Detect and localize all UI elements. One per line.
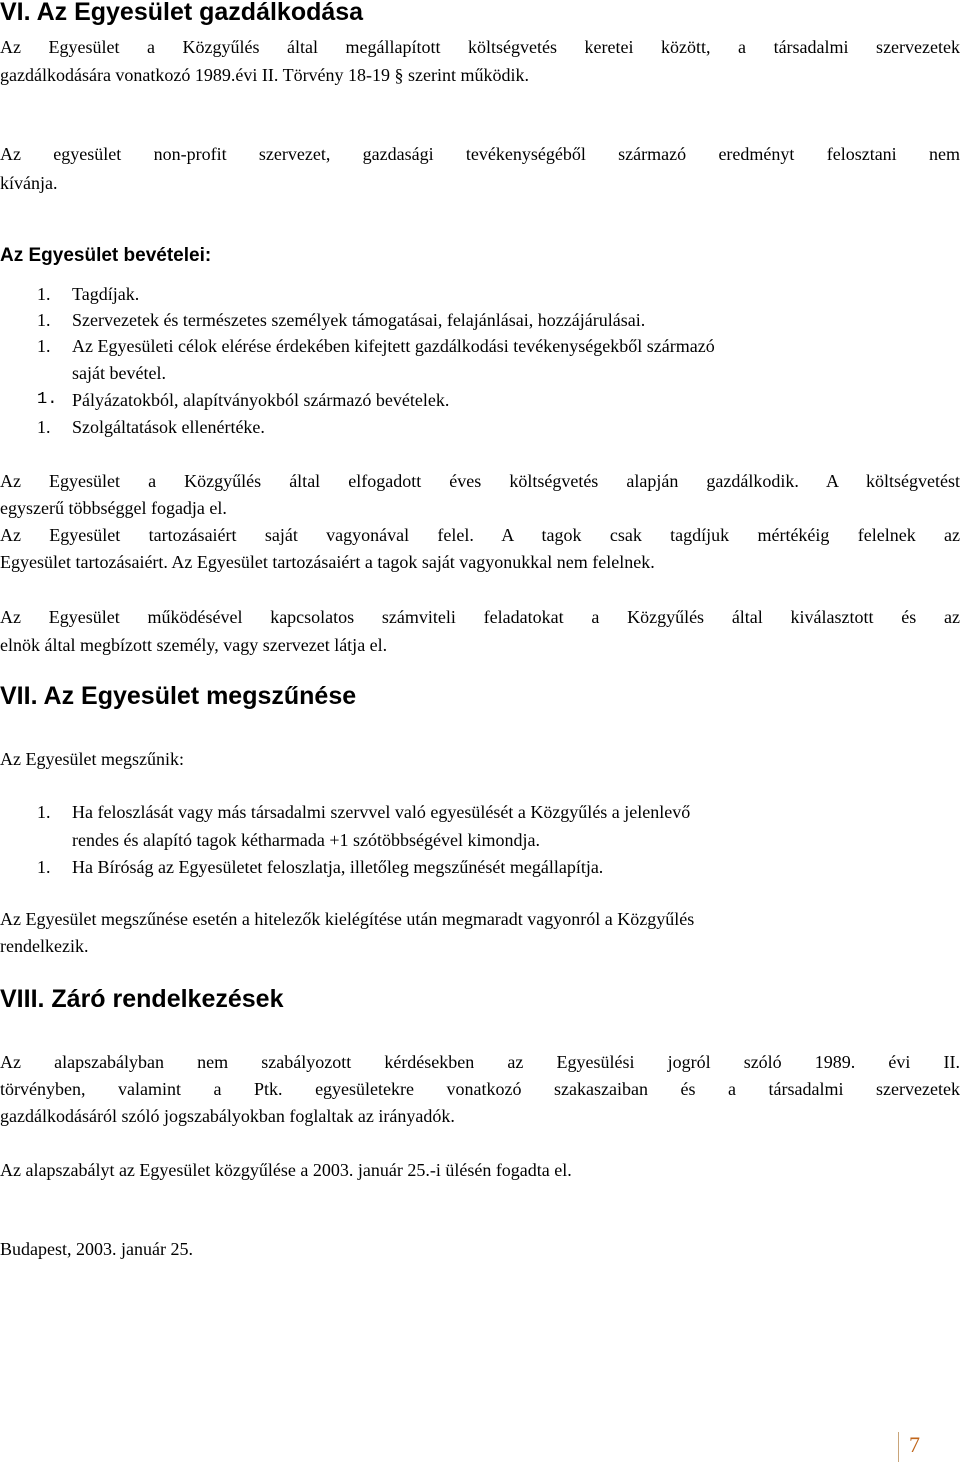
termination-item [37,853,937,881]
page-number-box [898,1432,960,1462]
list-item-text: Tagdíjak. [72,284,140,304]
section-6-para-2-line-1: Az egyesület non-profit szervezet, gazdasági tevékenységéből származó eredményt felosztani nem [0,144,960,164]
section-6-para-4-line-1: Az Egyesület tartozásaiért saját vagyonával felel. A tagok csak tagdíjuk mértékéig felelnek az [0,525,960,545]
section-6-para-5-line-2: elnök által megbízott személy, vagy szervezet látja el. [0,635,388,655]
place-date: Budapest, 2003. január 25. [0,1239,193,1259]
section-6-para-2-line-2: kívánja. [0,173,58,193]
page-number: 7 [909,1432,920,1457]
list-number: 1. [37,284,51,304]
section-6-para-1-line-1: Az Egyesület a Közgyűlés által megállapított költségvetés keretei között, a társadalmi szervezetek [0,37,960,57]
income-item-continuation [37,359,937,387]
section-6-para-3-line-1: Az Egyesület a Közgyűlés által elfogadott éves költségvetés alapján gazdálkodik. A költségvetést [0,471,960,491]
list-item-text: Szolgáltatások ellenértéke. [72,417,265,437]
income-item [37,413,937,441]
section-6-para-1-line-2: gazdálkodására vonatkozó 1989.évi II. Törvény 18-19 § szerint működik. [0,65,530,85]
section-7-para-line-2: rendelkezik. [0,936,89,956]
income-item [37,280,937,308]
termination-item [37,798,937,826]
list-number: 1. [37,336,51,356]
section-7-intro: Az Egyesület megszűnik: [0,749,184,769]
section-6-heading: VI. Az Egyesület gazdálkodása [0,0,364,26]
section-8-heading: VIII. Záró rendelkezések [0,985,284,1013]
income-item [37,306,937,334]
list-item-text: Ha Bíróság az Egyesületet feloszlatja, illetőleg megszűnését megállapítja. [72,857,604,877]
section-8-para-1-line-1: Az alapszabályban nem szabályozott kérdésekben az Egyesülési jogról szóló 1989. évi II. [0,1052,960,1072]
income-item [37,332,937,360]
section-7-heading: VII. Az Egyesület megszűnése [0,682,357,710]
list-item-text: Ha feloszlását vagy más társadalmi szervvel való egyesülését a Közgyűlés a jelenlevő [72,802,691,822]
section-6-para-4-line-2: Egyesület tartozásaiért. Az Egyesület tartozásaiért a tagok saját vagyonukkal nem felelnek. [0,552,655,572]
list-number: 1. [37,857,51,877]
termination-item-continuation [37,826,937,854]
list-number: 1. [37,310,51,330]
list-number: 1. [37,802,51,822]
list-number: 1. [37,390,58,409]
income-heading: Az Egyesület bevételei: [0,245,212,266]
list-item-text: Pályázatokból, alapítványokból származó bevételek. [72,390,450,410]
list-item-text: Szervezetek és természetes személyek támogatásai, felajánlásai, hozzájárulásai. [72,310,646,330]
list-item-text: Az Egyesületi célok elérése érdekében kifejtett gazdálkodási tevékenységekből származó [72,336,715,356]
section-8-para-1-line-2: törvényben, valamint a Ptk. egyesületekre vonatkozó szakaszaiban és a társadalmi szervezetek [0,1079,960,1099]
list-number: 1. [37,417,51,437]
section-8-para-1-line-3: gazdálkodásáról szóló jogszabályokban foglaltak az irányadók. [0,1106,455,1126]
section-6-para-5-line-1: Az Egyesület működésével kapcsolatos számviteli feladatokat a Közgyűlés által kiválasztott és az [0,607,960,627]
section-6-para-3-line-2: egyszerű többséggel fogadja el. [0,498,227,518]
list-item-text: rendes és alapító tagok kétharmada +1 szótöbbségével kimondja. [72,830,541,850]
section-7-para-line-1: Az Egyesület megszűnése esetén a hitelezők kielégítése után megmaradt vagyonról a Közgyűlés [0,909,695,929]
list-item-text: saját bevétel. [72,363,166,383]
section-8-para-2: Az alapszabályt az Egyesület közgyűlése a 2003. január 25.-i ülésén fogadta el. [0,1160,572,1180]
income-item [37,386,937,414]
